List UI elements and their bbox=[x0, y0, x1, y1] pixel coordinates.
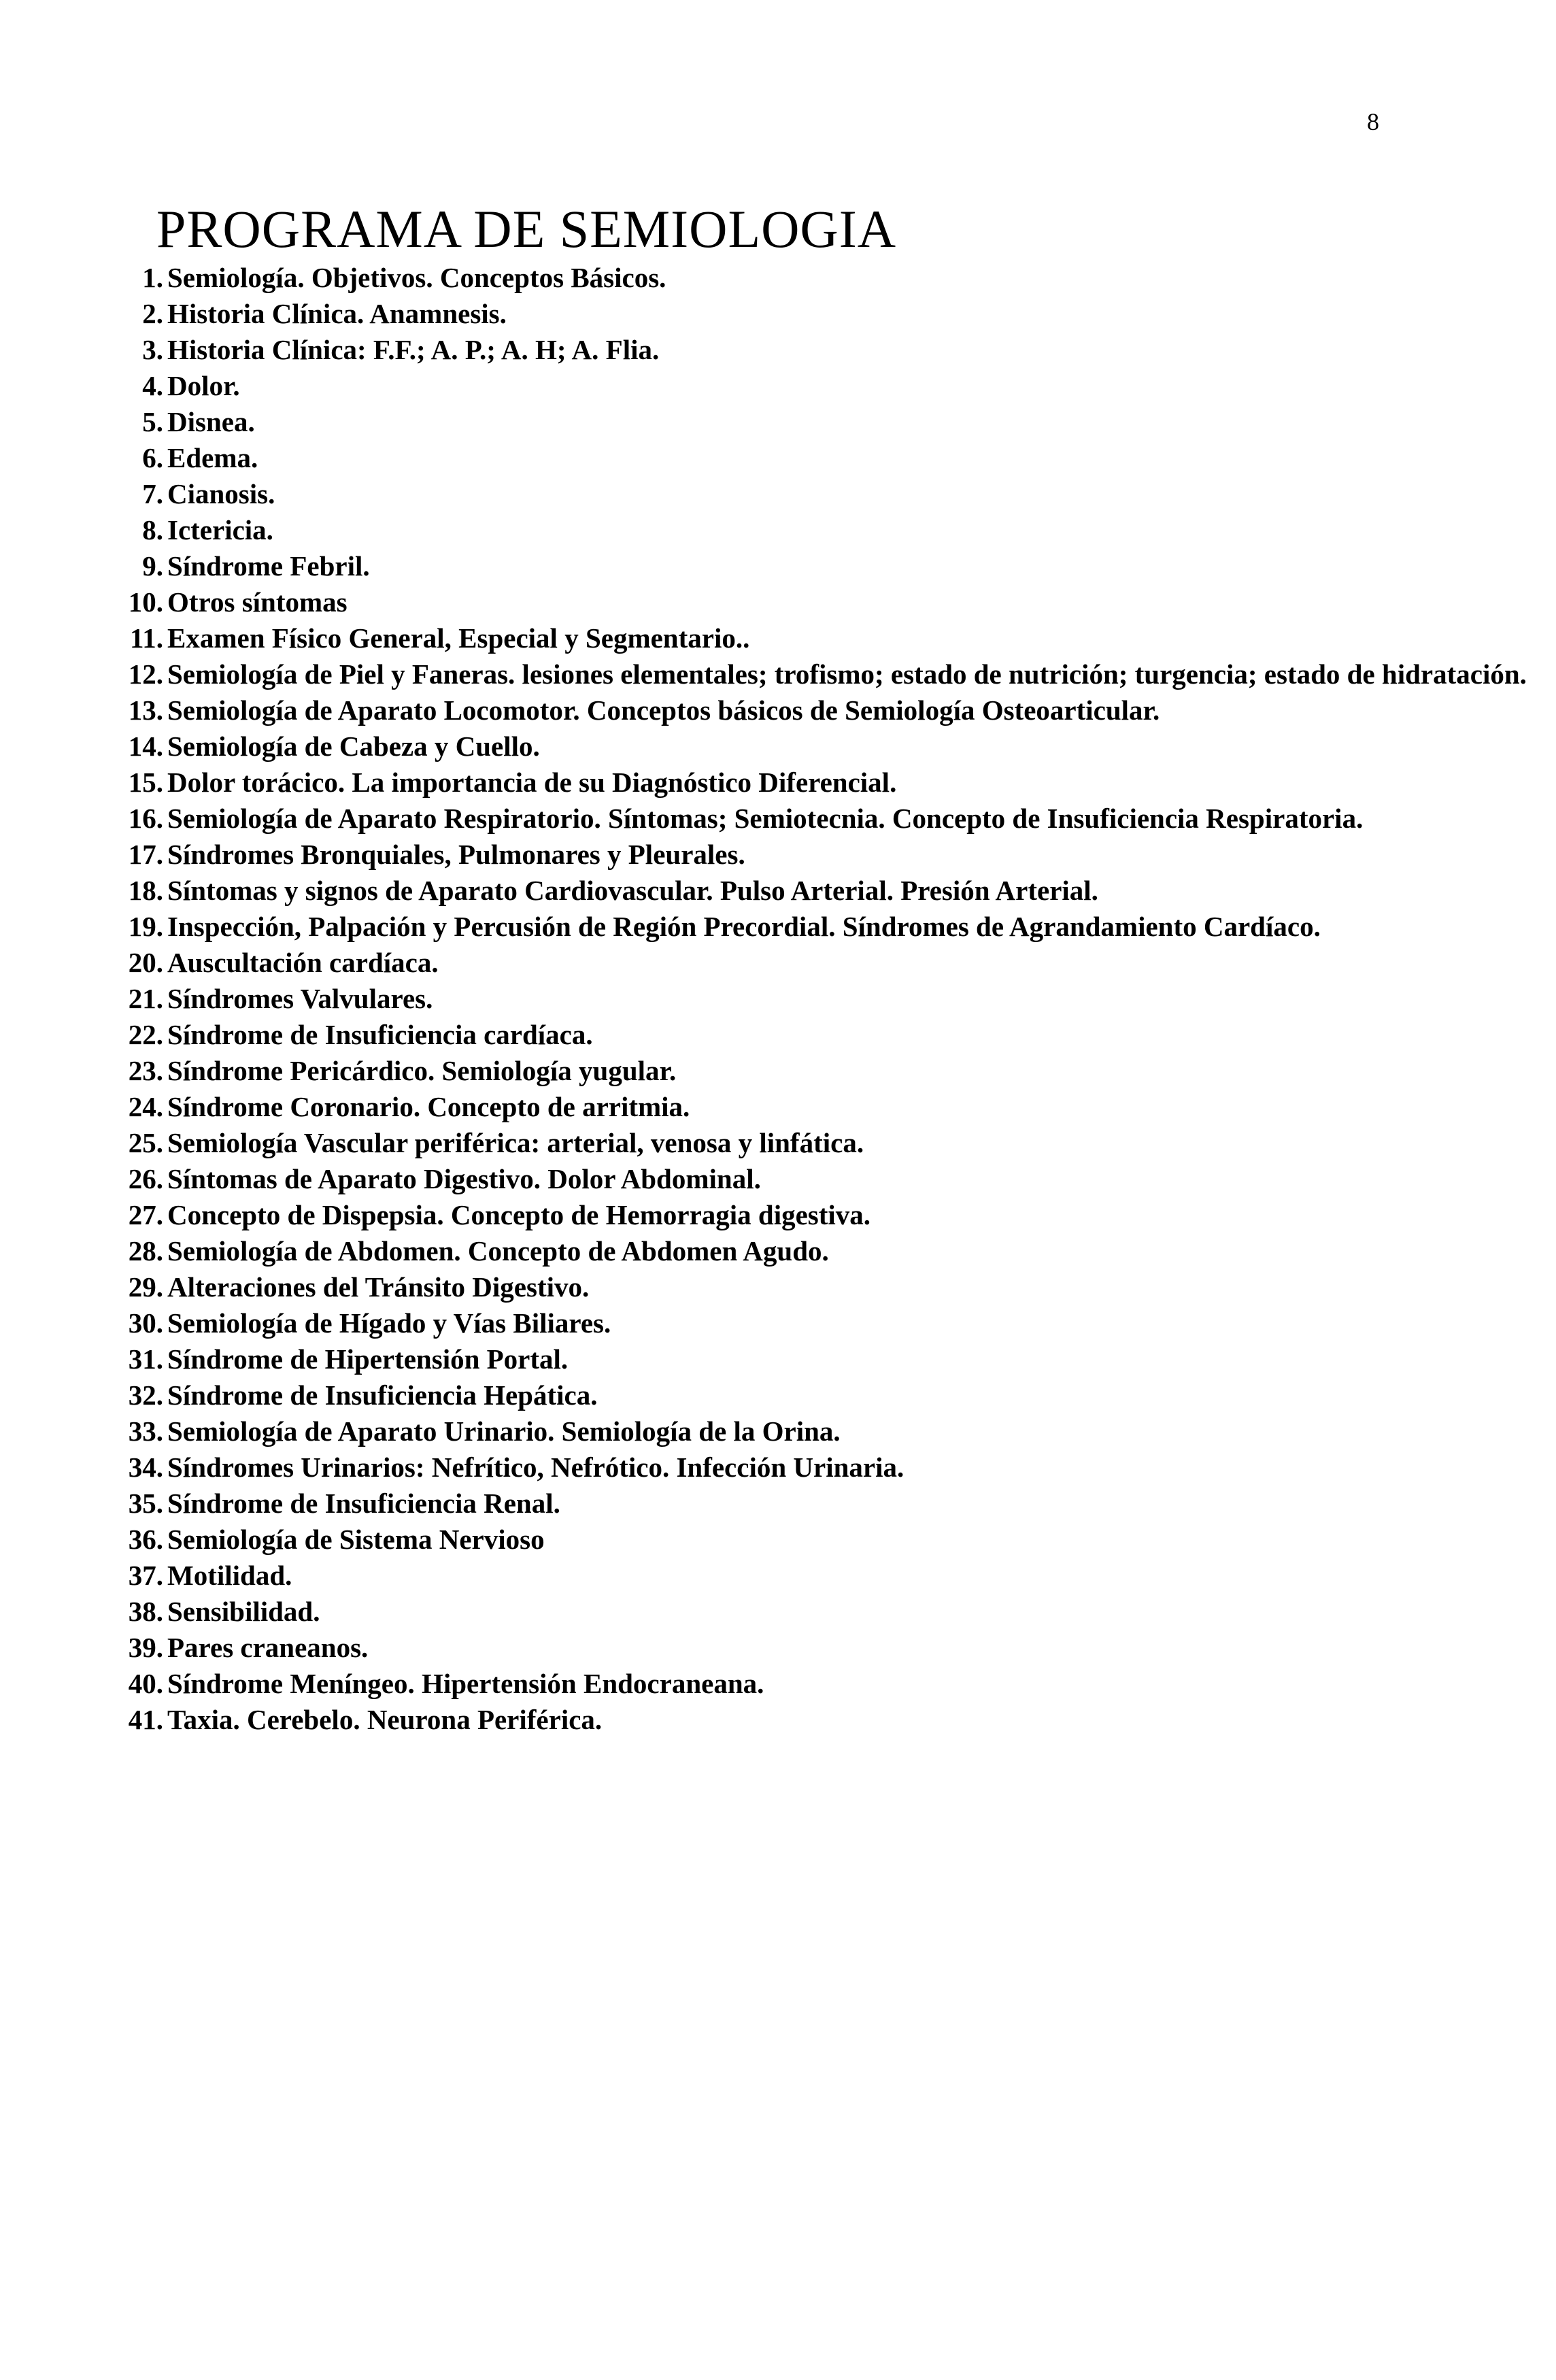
item-number: 13. bbox=[128, 694, 163, 726]
item-text: Cianosis. bbox=[167, 478, 275, 509]
program-item bbox=[109, 1522, 1544, 1558]
item-number: 12. bbox=[128, 658, 163, 690]
program-item bbox=[109, 1053, 1544, 1089]
item-text: Semiología de Aparato Locomotor. Conceptos básicos de Semiología Osteoarticular. bbox=[167, 694, 1160, 726]
item-text: Disnea. bbox=[167, 406, 255, 437]
item-number: 22. bbox=[128, 1019, 163, 1050]
program-item bbox=[109, 1413, 1544, 1449]
item-text: Semiología de Aparato Respiratorio. Síntomas; Semiotecnia. Concepto de Insuficiencia Respiratoria. bbox=[167, 803, 1364, 834]
item-number: 26. bbox=[128, 1163, 163, 1194]
item-number: 14. bbox=[128, 731, 163, 762]
item-number: 9. bbox=[142, 550, 163, 582]
program-item bbox=[109, 1269, 1544, 1305]
item-number: 17. bbox=[128, 839, 163, 870]
item-number: 19. bbox=[128, 911, 163, 942]
program-item bbox=[109, 368, 1544, 404]
item-number: 16. bbox=[128, 803, 163, 834]
program-item bbox=[109, 1666, 1544, 1702]
item-text: Edema. bbox=[167, 442, 258, 473]
item-number: 33. bbox=[128, 1415, 163, 1447]
program-item bbox=[109, 1341, 1544, 1377]
program-item bbox=[109, 1197, 1544, 1233]
item-number: 34. bbox=[128, 1452, 163, 1483]
item-number: 8. bbox=[142, 514, 163, 546]
program-item bbox=[109, 620, 1544, 656]
item-text: Historia Clínica. Anamnesis. bbox=[167, 298, 507, 329]
program-item bbox=[109, 873, 1544, 909]
item-number: 21. bbox=[128, 983, 163, 1014]
item-text: Síndrome Coronario. Concepto de arritmia. bbox=[167, 1091, 690, 1122]
program-item bbox=[109, 296, 1544, 332]
program-item bbox=[109, 584, 1544, 620]
item-text: Síndrome de Insuficiencia Renal. bbox=[167, 1488, 560, 1519]
program-item bbox=[109, 728, 1544, 765]
item-number: 4. bbox=[142, 370, 163, 401]
program-item bbox=[109, 1558, 1544, 1594]
item-text: Examen Físico General, Especial y Segmentario.. bbox=[167, 622, 750, 654]
item-text: Semiología de Cabeza y Cuello. bbox=[167, 731, 540, 762]
program-item bbox=[109, 1630, 1544, 1666]
page-title: PROGRAMA DE SEMIOLOGIA bbox=[156, 199, 897, 258]
program-item bbox=[109, 801, 1544, 837]
item-text: Semiología de Aparato Urinario. Semiología de la Orina. bbox=[167, 1415, 841, 1447]
item-text: Síndrome Meníngeo. Hipertensión Endocraneana. bbox=[167, 1668, 764, 1699]
item-text: Concepto de Dispepsia. Concepto de Hemorragia digestiva. bbox=[167, 1199, 871, 1230]
program-item bbox=[109, 1089, 1544, 1125]
program-item bbox=[109, 1161, 1544, 1197]
item-text: Inspección, Palpación y Percusión de Región Precordial. Síndromes de Agrandamiento Cardíaco. bbox=[167, 911, 1321, 942]
program-item bbox=[109, 512, 1544, 548]
item-number: 32. bbox=[128, 1379, 163, 1411]
program-item bbox=[109, 1594, 1544, 1630]
item-text: Semiología de Sistema Nervioso bbox=[167, 1524, 545, 1555]
item-text: Pares craneanos. bbox=[167, 1632, 369, 1663]
item-text: Síndrome de Insuficiencia cardíaca. bbox=[167, 1019, 593, 1050]
item-text: Historia Clínica: F.F.; A. P.; A. H; A. Flia. bbox=[167, 334, 660, 365]
item-number: 38. bbox=[128, 1596, 163, 1627]
item-text: Síndrome Febril. bbox=[167, 550, 370, 582]
program-item bbox=[109, 945, 1544, 981]
item-text: Síndromes Bronquiales, Pulmonares y Pleurales. bbox=[167, 839, 745, 870]
program-item bbox=[109, 1017, 1544, 1053]
item-text: Síndromes Urinarios: Nefrítico, Nefrótico. Infección Urinaria. bbox=[167, 1452, 904, 1483]
item-number: 1. bbox=[142, 262, 163, 293]
item-number: 18. bbox=[128, 875, 163, 906]
program-item bbox=[109, 440, 1544, 476]
item-number: 20. bbox=[128, 947, 163, 978]
item-number: 5. bbox=[142, 406, 163, 437]
program-item bbox=[109, 1233, 1544, 1269]
item-number: 24. bbox=[128, 1091, 163, 1122]
item-text: Síntomas de Aparato Digestivo. Dolor Abdominal. bbox=[167, 1163, 761, 1194]
item-text: Semiología. Objetivos. Conceptos Básicos. bbox=[167, 262, 666, 293]
item-text: Síndrome de Insuficiencia Hepática. bbox=[167, 1379, 598, 1411]
item-number: 25. bbox=[128, 1127, 163, 1158]
item-text: Taxia. Cerebelo. Neurona Periférica. bbox=[167, 1704, 603, 1735]
item-text: Síndrome de Hipertensión Portal. bbox=[167, 1343, 569, 1375]
program-item bbox=[109, 1377, 1544, 1413]
item-text: Dolor. bbox=[167, 370, 240, 401]
item-number: 40. bbox=[128, 1668, 163, 1699]
item-number: 28. bbox=[128, 1235, 163, 1267]
item-text: Síndrome Pericárdico. Semiología yugular. bbox=[167, 1055, 677, 1086]
item-text: Auscultación cardíaca. bbox=[167, 947, 439, 978]
program-item bbox=[109, 332, 1544, 368]
item-number: 7. bbox=[142, 478, 163, 509]
item-text: Sensibilidad. bbox=[167, 1596, 320, 1627]
program-item bbox=[109, 1125, 1544, 1161]
program-item bbox=[109, 837, 1544, 873]
item-number: 41. bbox=[128, 1704, 163, 1735]
page-number: 8 bbox=[1367, 108, 1379, 135]
item-number: 39. bbox=[128, 1632, 163, 1663]
item-number: 29. bbox=[128, 1271, 163, 1303]
item-text: Motilidad. bbox=[167, 1560, 292, 1591]
item-number: 2. bbox=[142, 298, 163, 329]
item-text: Semiología de Piel y Faneras. lesiones elementales; trofismo; estado de nutrición; turgencia; estado de hidratación. bbox=[167, 658, 1527, 690]
item-number: 15. bbox=[128, 767, 163, 798]
item-number: 23. bbox=[128, 1055, 163, 1086]
program-item bbox=[109, 981, 1544, 1017]
program-item bbox=[109, 476, 1544, 512]
program-item bbox=[109, 548, 1544, 584]
item-number: 6. bbox=[142, 442, 163, 473]
program-item bbox=[109, 260, 1544, 296]
program-item bbox=[109, 1305, 1544, 1341]
item-text: Ictericia. bbox=[167, 514, 273, 546]
item-number: 35. bbox=[128, 1488, 163, 1519]
item-number: 31. bbox=[128, 1343, 163, 1375]
program-item bbox=[109, 1702, 1544, 1738]
program-item bbox=[109, 1486, 1544, 1522]
program-item bbox=[109, 692, 1544, 728]
item-text: Semiología de Abdomen. Concepto de Abdomen Agudo. bbox=[167, 1235, 829, 1267]
program-item bbox=[109, 404, 1544, 440]
program-item bbox=[109, 765, 1544, 801]
item-text: Alteraciones del Tránsito Digestivo. bbox=[167, 1271, 590, 1303]
item-text: Síntomas y signos de Aparato Cardiovascular. Pulso Arterial. Presión Arterial. bbox=[167, 875, 1098, 906]
item-number: 11. bbox=[130, 622, 163, 654]
program-item bbox=[109, 1449, 1544, 1486]
item-number: 30. bbox=[128, 1307, 163, 1339]
item-text: Otros síntomas bbox=[167, 586, 348, 618]
program-item bbox=[109, 656, 1544, 692]
item-text: Semiología Vascular periférica: arterial, venosa y linfática. bbox=[167, 1127, 864, 1158]
item-text: Dolor torácico. La importancia de su Diagnóstico Diferencial. bbox=[167, 767, 897, 798]
item-number: 10. bbox=[128, 586, 163, 618]
item-number: 36. bbox=[128, 1524, 163, 1555]
program-item bbox=[109, 909, 1544, 945]
program-list bbox=[109, 260, 1544, 1738]
item-number: 37. bbox=[128, 1560, 163, 1591]
item-number: 3. bbox=[142, 334, 163, 365]
item-number: 27. bbox=[128, 1199, 163, 1230]
item-text: Síndromes Valvulares. bbox=[167, 983, 433, 1014]
item-text: Semiología de Hígado y Vías Biliares. bbox=[167, 1307, 611, 1339]
